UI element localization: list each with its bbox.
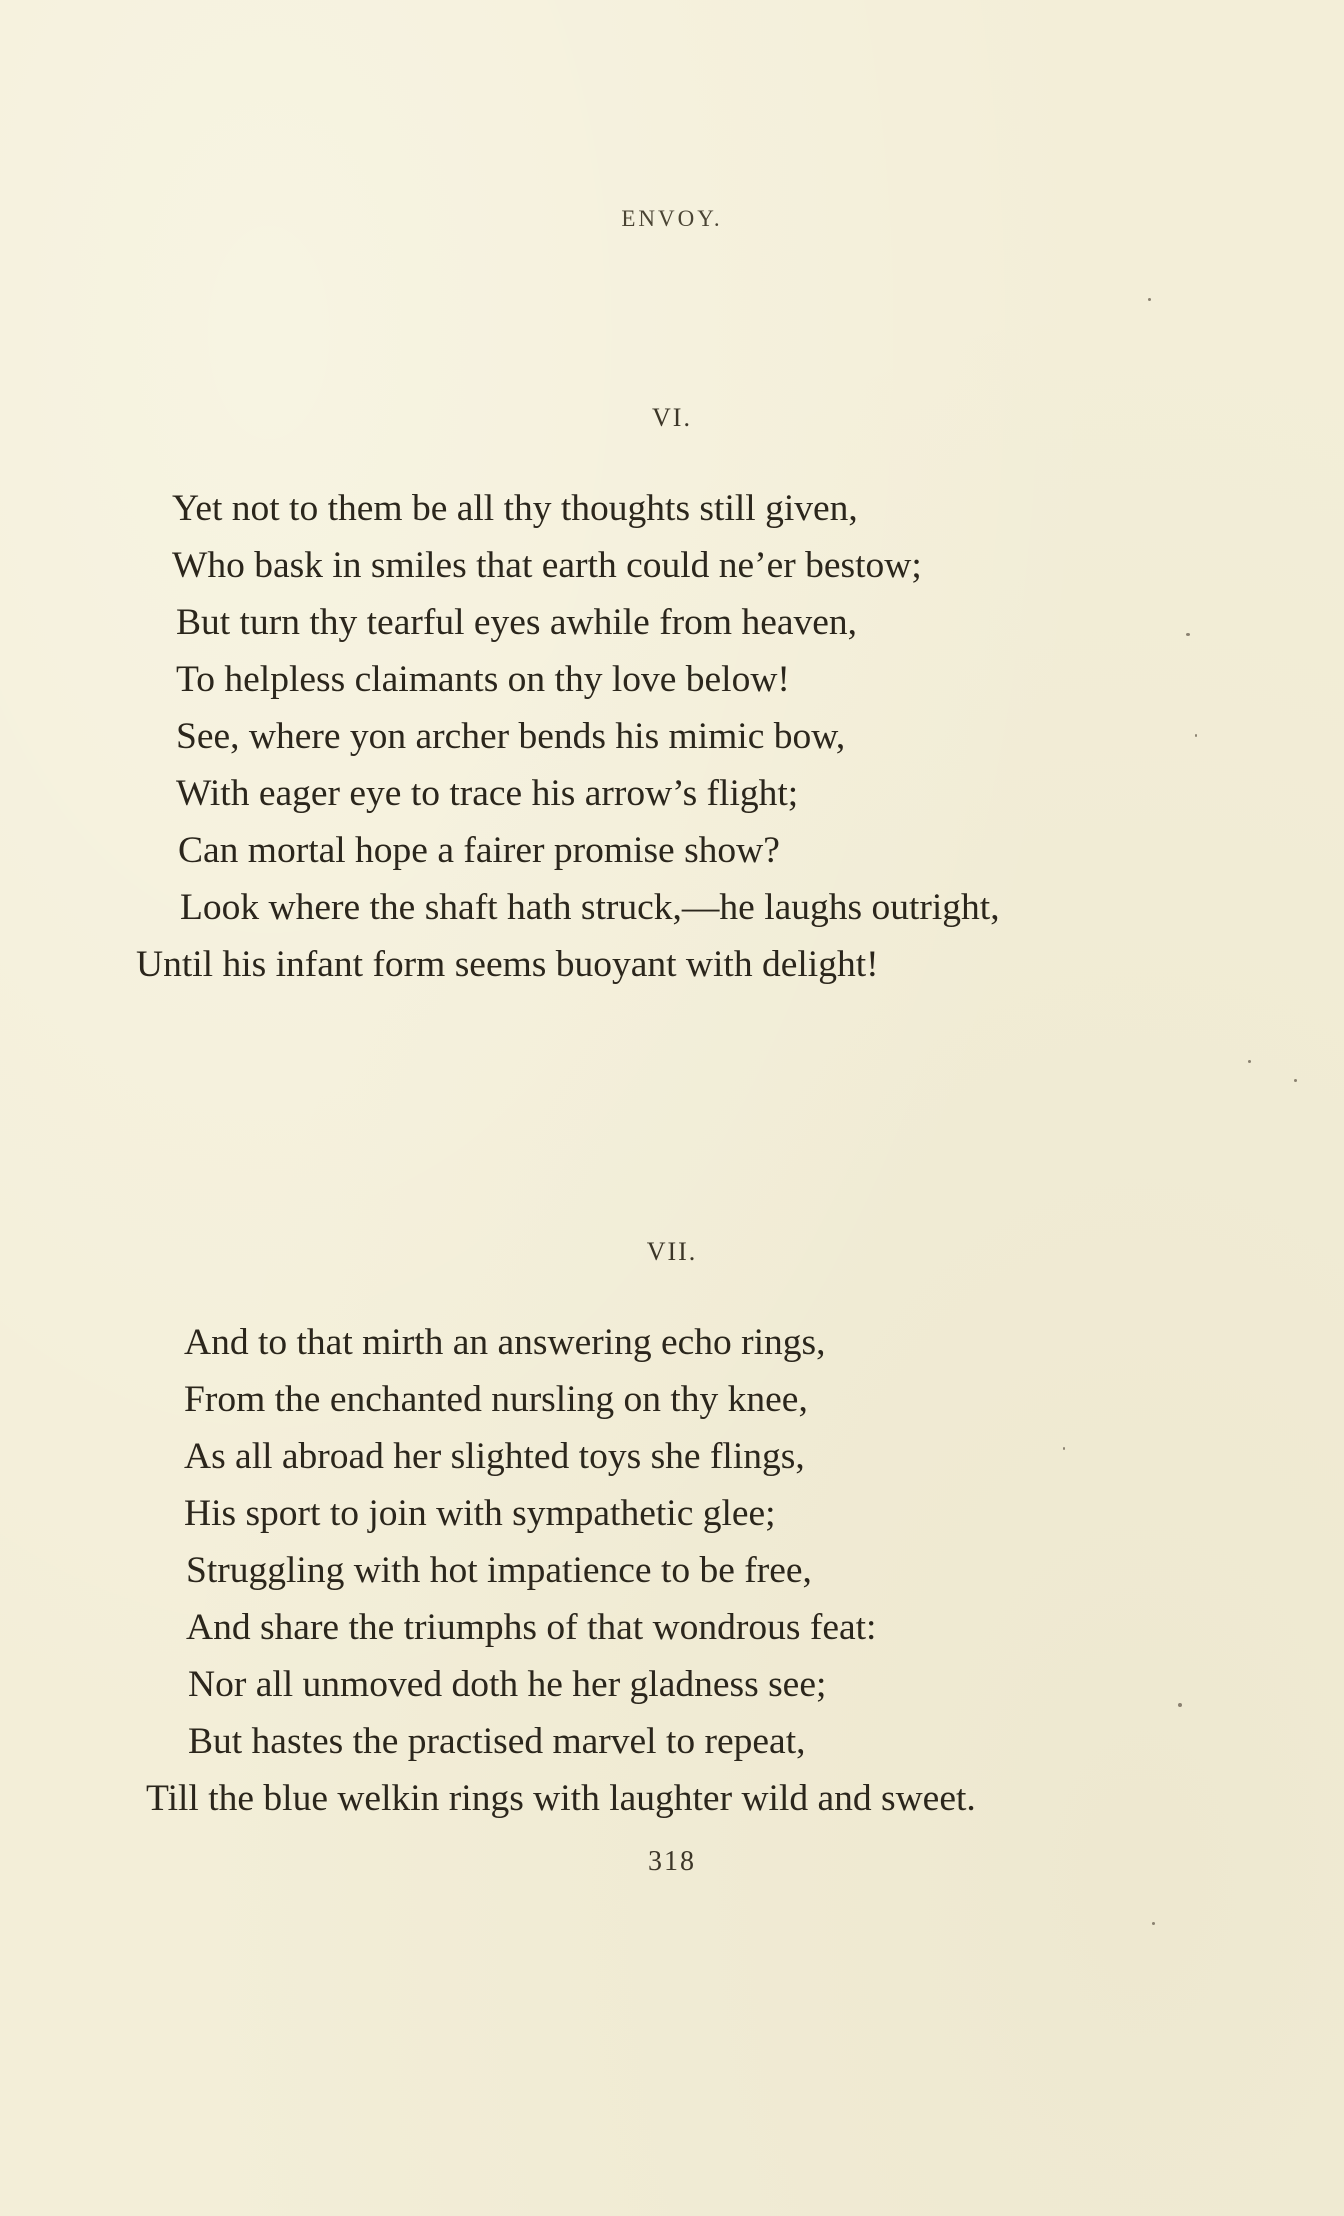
paper-speck (1178, 1703, 1182, 1707)
paper-speck (1063, 1447, 1065, 1450)
stanza-line: Can mortal hope a fairer promise show? (178, 830, 780, 871)
stanza-line: And share the triumphs of that wondrous feat: (186, 1607, 877, 1648)
page-number: 318 (648, 1846, 696, 1877)
stanza-line: Till the blue welkin rings with laughter wild and sweet. (146, 1778, 976, 1819)
stanza-line: As all abroad her slighted toys she flings, (184, 1436, 805, 1477)
stanza-line: Yet not to them be all thy thoughts still given, (172, 488, 858, 529)
stanza-line: To helpless claimants on thy love below! (176, 659, 790, 700)
stanza-line: Struggling with hot impatience to be free, (186, 1550, 812, 1591)
stanza-line: And to that mirth an answering echo rings, (184, 1322, 826, 1363)
stanza-line: With eager eye to trace his arrow’s flight; (176, 773, 799, 814)
running-head: ENVOY. (621, 206, 723, 231)
stanza-line: Who bask in smiles that earth could ne’er bestow; (172, 545, 922, 586)
stanza-line: From the enchanted nursling on thy knee, (184, 1379, 808, 1420)
stanza-line: Until his infant form seems buoyant with delight! (136, 944, 879, 985)
stanza-line: His sport to join with sympathetic glee; (184, 1493, 776, 1534)
paper-speck (1248, 1060, 1251, 1063)
paper-speck (1186, 633, 1190, 636)
stanza-line: Nor all unmoved doth he her gladness see; (188, 1664, 827, 1705)
stanza-line: But turn thy tearful eyes awhile from heaven, (176, 602, 858, 643)
stanza-line: But hastes the practised marvel to repeat, (188, 1721, 806, 1762)
paper-speck (1294, 1079, 1297, 1082)
stanza-line: See, where yon archer bends his mimic bow, (176, 716, 846, 757)
paper-speck (1148, 298, 1151, 301)
stanza-line: Look where the shaft hath struck,—he laughs outright, (180, 887, 1000, 928)
paper-speck (1152, 1922, 1155, 1925)
stanza-number-vii: VII. (646, 1237, 698, 1266)
stanza-number-vi: VI. (652, 403, 692, 432)
paper-speck (1195, 734, 1197, 737)
